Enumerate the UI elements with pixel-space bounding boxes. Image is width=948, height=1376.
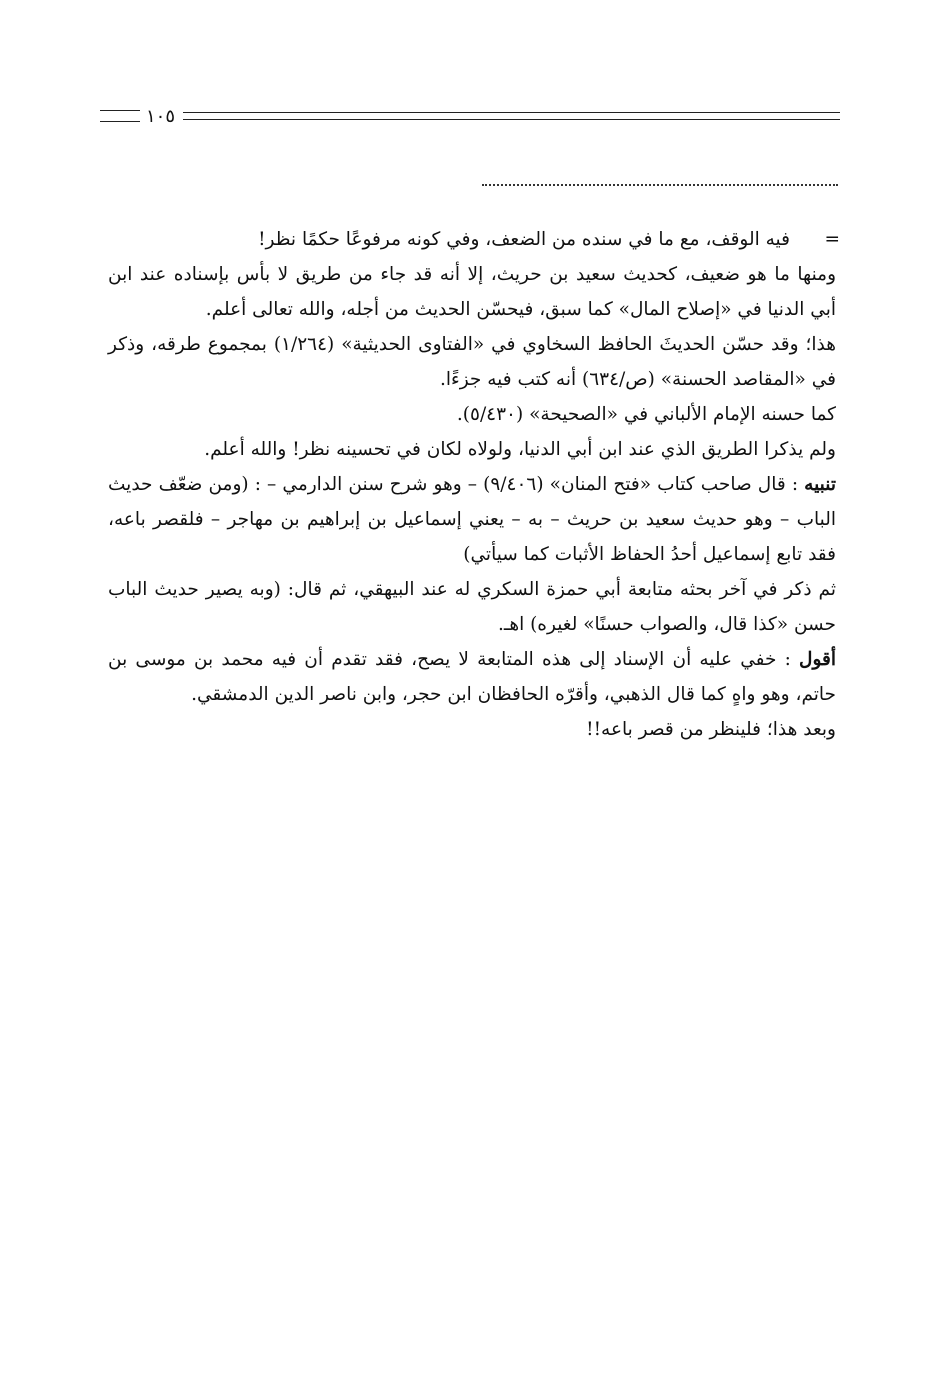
paragraph-1: فيه الوقف، مع ما في سنده من الضعف، وفي كونه مرفوعًا حكمًا نظر!	[258, 229, 790, 250]
reply-paragraph	[108, 642, 836, 712]
footnote-body	[108, 222, 840, 747]
reply-label: أقول	[799, 649, 836, 670]
paragraph-5: ولم يذكرا الطريق الذي عند ابن أبي الدنيا، ولولاه لكان في تحسينه نظر! والله أعلم.	[204, 439, 836, 460]
footnote-separator	[482, 184, 838, 186]
note-text: : قال صاحب كتاب «فتح المنان» (٩/٤٠٦) – وهو شرح سنن الدارمي – : (ومن ضعّف حديث الباب – وهو حديث سعيد بن حريث – به – يعني إسماعيل بن إبراهيم بن مهاجر – فلقصر باعه، فقد تابع إسماعيل أحدُ الحفاظ الأثبات كما سيأتي)	[108, 474, 836, 565]
continuation-marker: =	[824, 229, 840, 250]
page-number: ١٠٥	[146, 105, 176, 127]
note-continuation: ثم ذكر في آخر بحثه متابعة أبي حمزة السكري له عند البيهقي، ثم قال: (وبه يصير حديث الباب حسن «كذا قال، والصواب حسنًا» لغيره) اهـ.	[108, 579, 836, 635]
reply-text: : خفي عليه أن الإسناد إلى هذه المتابعة لا يصح، فقد تقدم أن فيه محمد بن موسى بن حاتم، وهو واهٍ كما قال الذهبي، وأقرّه الحافظان ابن حجر، وابن ناصر الدين الدمشقي.	[108, 649, 836, 705]
header-rule-short	[100, 110, 140, 122]
paragraph-4: كما حسنه الإمام الألباني في «الصحيحة» (٥/٤٣٠).	[456, 404, 836, 425]
page-header	[100, 103, 840, 129]
paragraph-3: هذا؛ وقد حسّن الحديثَ الحافظ السخاوي في «الفتاوى الحديثية» (١/٢٦٤) بمجموع طرقه، وذكر في «المقاصد الحسنة» (ص/٦٣٤) أنه كتب فيه جزءًا.	[108, 334, 836, 390]
note-label: تنبيه	[804, 474, 836, 495]
closing-line: وبعد هذا؛ فلينظر من قصر باعه!!	[586, 719, 836, 740]
paragraph-2: ومنها ما هو ضعيف، كحديث سعيد بن حريث، إلا أنه قد جاء من طريق لا بأس بإسناده عند ابن أبي الدنيا في «إصلاح المال» كما سبق، فيحسّن الحديث من أجله، والله تعالى أعلم.	[108, 264, 836, 320]
header-rule-long	[183, 112, 840, 120]
note-paragraph	[108, 467, 836, 572]
